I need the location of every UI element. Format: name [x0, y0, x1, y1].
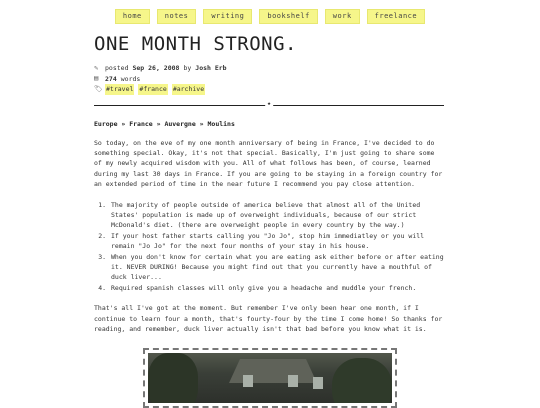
outro-paragraph: That's all I've got at the moment. But remember I've only been hear one month, if I continue to learn four a month, that's fourty-four by the time I come home! So thanks for reading, and remember, duck liver actually isn't that bad before you know what it is. [94, 304, 443, 333]
house-photo [148, 353, 392, 403]
list-item: 2. If your host father starts calling you "Jo Jo", stop him immediatley or you will remain "Jo Jo" for the next four months of your stay in his house. [110, 231, 444, 252]
list-item: 1. The majority of people outside of america believe that almost all of the United States' population is made up of overweight individuals, because of our strict McDonald's diet. (there are overweight people in every country by the way.) [110, 200, 444, 231]
post-author: Josh Erb [195, 64, 227, 72]
divider [94, 99, 444, 108]
document-icon: ▤ [94, 74, 99, 83]
tag-archive[interactable]: #archive [172, 85, 205, 93]
tag-france[interactable]: #france [139, 85, 167, 93]
wisdom-list [94, 200, 444, 294]
tag-icon: 🏷 [94, 84, 103, 93]
nav-freelance[interactable]: freelance [367, 9, 425, 24]
list-item: 3. When you don't know for certain what you are eating ask either before or after eating it. NEVER DURING! Because you might find out that you currently have a mouthful of duck liver... [110, 252, 444, 283]
nav-notes[interactable]: notes [157, 9, 197, 24]
calendar-icon: ✎ [94, 63, 99, 72]
tags-row [94, 84, 444, 95]
main-nav [0, 9, 540, 24]
list-item: 4. Required spanish classes will only give you a headache and muddle your french. [110, 283, 444, 293]
nav-work[interactable]: work [325, 9, 360, 24]
words-label: words [120, 74, 141, 83]
star-icon: ★ [267, 99, 271, 107]
breadcrumb: Europe » France » Auvergne » Moulins [94, 119, 235, 128]
word-count: 274 [105, 74, 117, 83]
words-row [94, 74, 444, 85]
intro-paragraph: So today, on the eve of my one month anniversary of being in France, I've decided to do something special. Okay, it's not that special. Basically, I'm just going to share some of my newly acquired wisdom with you. All of what follows has been, of course, learned during my last 30 days in France. If you are going to be staying in a foreign country for an extended period of time in the near future I recommend you pay close attention. [94, 138, 443, 189]
post [94, 33, 444, 334]
nav-home[interactable]: home [115, 9, 150, 24]
post-date: Sep 26, 2008 [132, 64, 180, 72]
by-label: by [183, 64, 192, 72]
tag-travel[interactable]: #travel [106, 85, 134, 93]
post-photo [143, 348, 397, 408]
post-title: ONE MONTH STRONG. [94, 33, 297, 55]
posted-prefix: posted [105, 64, 129, 72]
nav-bookshelf[interactable]: bookshelf [259, 9, 317, 24]
posted-row [94, 63, 444, 74]
nav-writing[interactable]: writing [203, 9, 252, 24]
post-meta [94, 63, 444, 95]
